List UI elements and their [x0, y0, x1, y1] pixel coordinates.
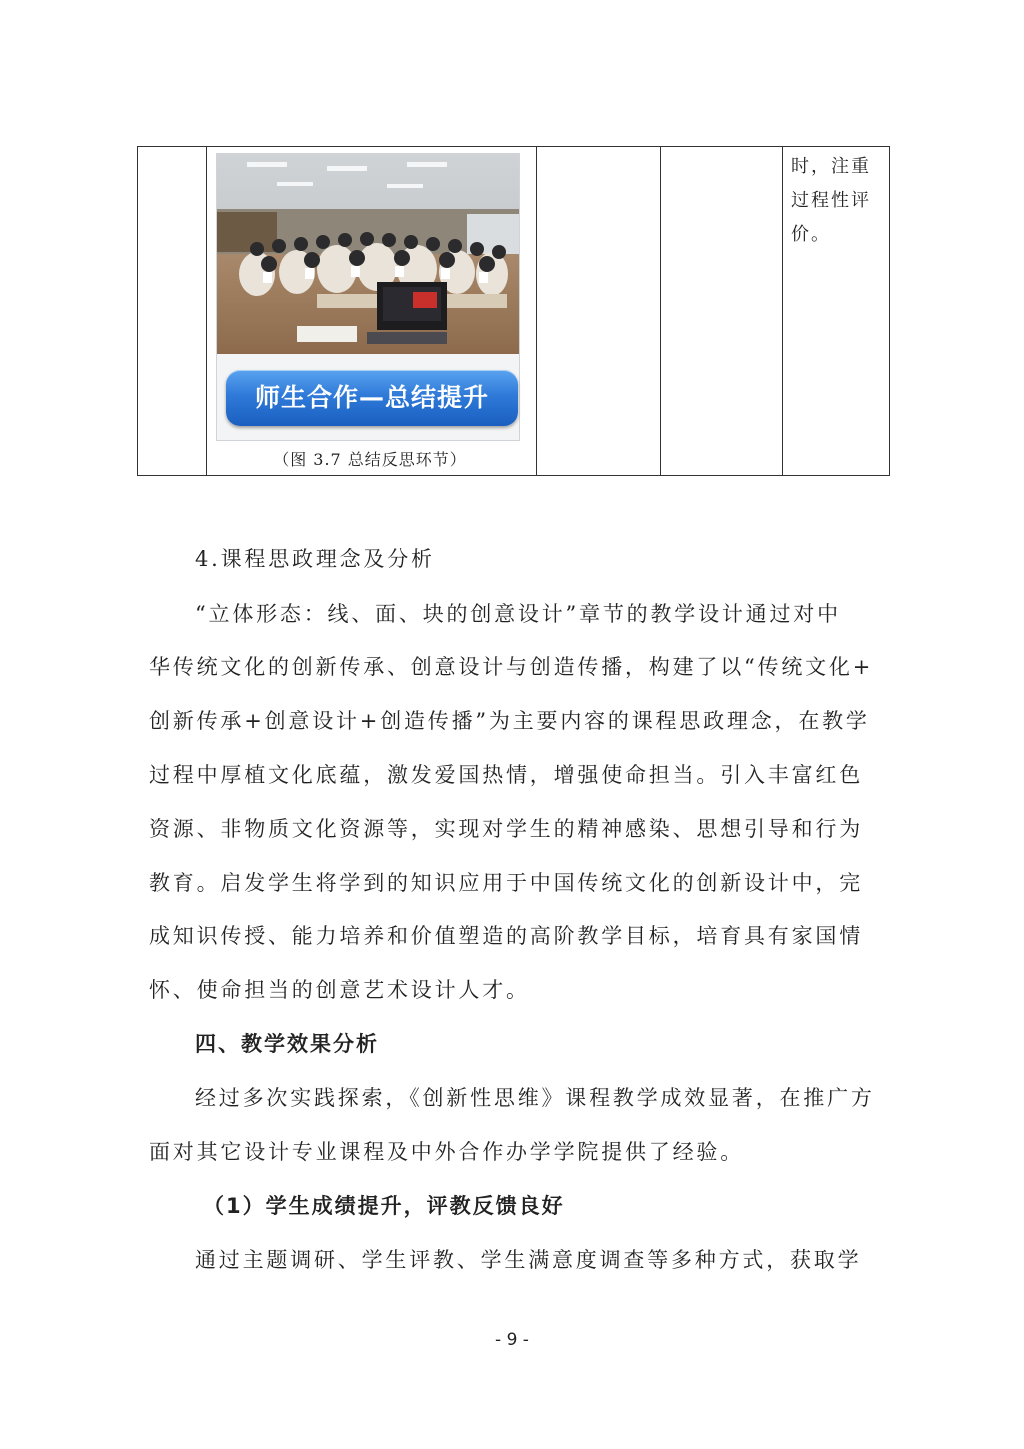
paragraph-line: 华传统文化的创新传承、创意设计与创造传播，构建了以“传统文化+ [149, 655, 874, 679]
page-number: - 9 - [495, 1330, 529, 1350]
paragraph-line: 过程中厚植文化底蕴，激发爱国热情，增强使命担当。引入丰富红色 [149, 763, 863, 787]
section-heading: 四、教学效果分析 [195, 1032, 379, 1056]
note-line: 过程性评 [791, 190, 871, 211]
paragraph-line: 经过多次实践探索，《创新性思维》课程教学成效显著，在推广方 [195, 1086, 875, 1110]
paragraph-line: 资源、非物质文化资源等，实现对学生的精神感染、思想引导和行为 [149, 817, 863, 841]
table-cell-empty [138, 147, 207, 476]
paragraph-line: 通过主题调研、学生评教、学生满意度调查等多种方式，获取学 [195, 1248, 862, 1272]
section-heading: 4.课程思政理念及分析 [195, 547, 435, 571]
table-note [791, 150, 881, 252]
photo-banner: 师生合作—总结提升 [226, 370, 518, 426]
note-line: 价。 [791, 224, 831, 245]
table-cell-empty [661, 147, 783, 476]
paragraph-line: 创新传承+创意设计+创造传播”为主要内容的课程思政理念，在教学 [149, 709, 870, 733]
note-line: 时，注重 [791, 156, 871, 177]
table-cell-empty [537, 147, 661, 476]
paragraph-line: “立体形态：线、面、块的创意设计”章节的教学设计通过对中 [195, 602, 841, 626]
paragraph-line: 教育。启发学生将学到的知识应用于中国传统文化的创新设计中，完 [149, 871, 863, 895]
subsection-heading: （1）学生成绩提升，评教反馈良好 [203, 1194, 565, 1218]
paragraph-line: 面对其它设计专业课程及中外合作办学学院提供了经验。 [149, 1140, 744, 1164]
figure-caption: （图 3.7 总结反思环节） [273, 450, 467, 469]
paragraph-line: 怀、使命担当的创意艺术设计人才。 [149, 978, 530, 1002]
paragraph-line: 成知识传授、能力培养和价值塑造的高阶教学目标，培育具有家国情 [149, 924, 863, 948]
